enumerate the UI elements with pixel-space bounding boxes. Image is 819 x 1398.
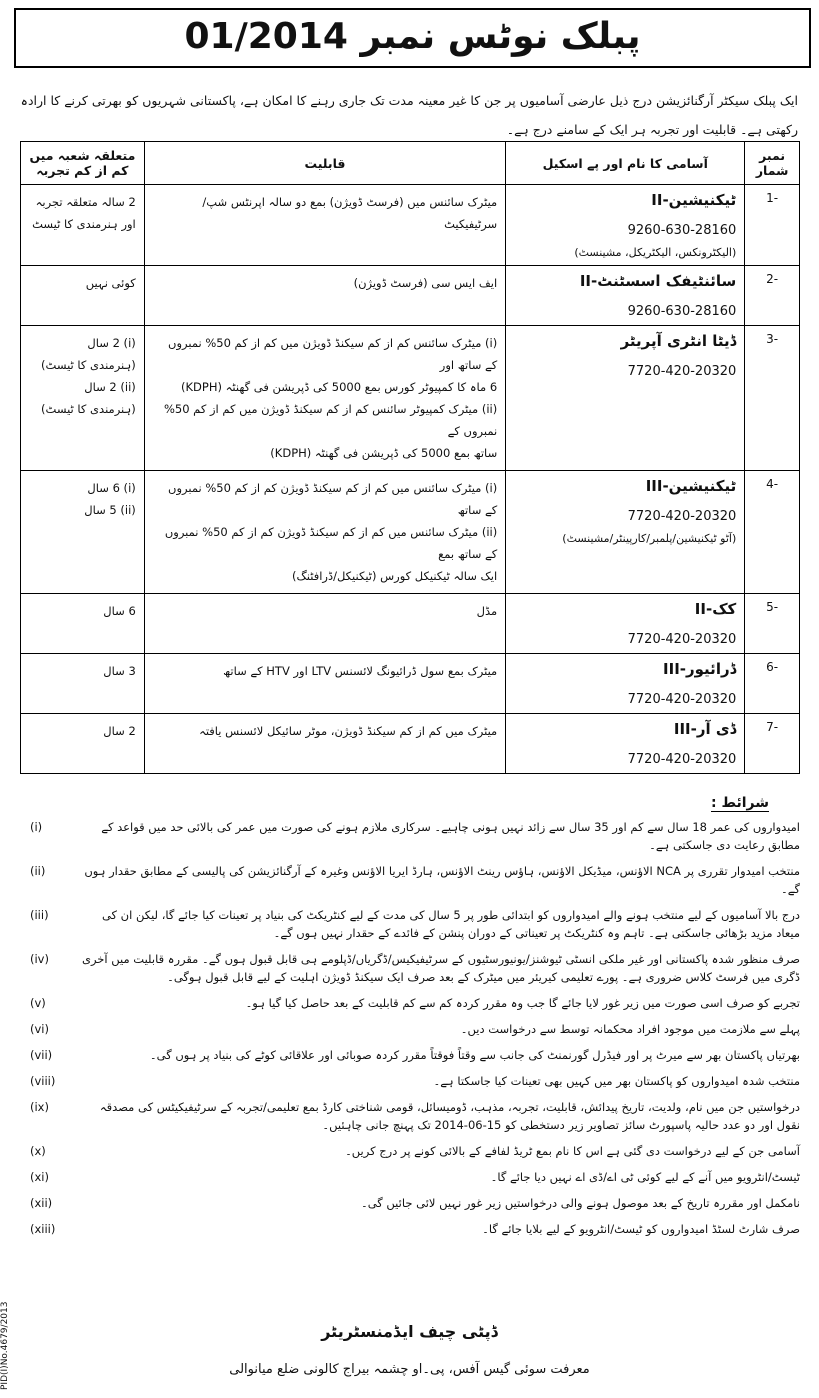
qualification-line: میٹرک بمع سول ڈرائیونگ لائسنس LTV اور HTV کے ساتھ (223, 664, 498, 678)
condition-number: (v) (30, 996, 46, 1010)
condition-number: (vi) (30, 1022, 49, 1036)
condition-text: آسامی جن کے لیے درخواست دی گئی ہے اس کا نام بمع ٹریڈ لفافے کے بالائی کونے پر درج کریں۔ (345, 1144, 800, 1158)
serial-number: -1 (745, 185, 800, 266)
condition-number: (vii) (30, 1048, 53, 1062)
experience-cell (21, 471, 145, 594)
qualification-line: میٹرک میں کم از کم سیکنڈ ڈویژن، موٹر سائیکل لائسنس یافتہ (199, 724, 498, 738)
experience-line: 2 سالہ متعلقہ تجربہ اور ہنرمندی کا ٹیسٹ (32, 195, 136, 231)
serial-number: -7 (745, 714, 800, 774)
condition-number: (iii) (30, 908, 49, 922)
experience-line: (i) 2 سال (87, 336, 136, 350)
pay-scale: 7720-420-20320 (627, 752, 737, 767)
post-cell (506, 266, 745, 326)
experience-cell (21, 326, 145, 471)
title-box (14, 8, 811, 68)
condition-item (30, 994, 800, 1012)
intro-paragraph: ایک پبلک سیکٹر آرگنائزیشن درج ذیل عارضی آسامیوں پر جن کا غیر معینہ مدت تک جاری رہنے کا امکان ہے، پاکستانی شہریوں کو بھرتی کرنے کا ارادہ رکھتی ہے۔ قابلیت اور تجربہ ہر ایک کے سامنے درج ہے۔ (20, 93, 798, 137)
experience-line: (ہنرمندی کا ٹیسٹ) (41, 402, 136, 416)
post-cell (506, 714, 745, 774)
pay-scale: 7720-420-20320 (627, 364, 737, 379)
post-name: ٹیکنیشین-III (645, 477, 737, 495)
experience-line: (ii) 2 سال (84, 380, 136, 394)
qualification-line: ایف ایس سی (فرسٹ ڈویژن) (353, 276, 498, 290)
pay-scale: 9260-630-28160 (627, 304, 737, 319)
condition-item (30, 1098, 800, 1134)
post-name: ڈیٹا انٹری آپریٹر (620, 332, 737, 350)
table-header-row (21, 142, 800, 185)
header-post: آسامی کا نام اور پے اسکیل (506, 142, 745, 185)
condition-item (30, 1020, 800, 1038)
condition-item (30, 1220, 800, 1238)
table-row (21, 326, 800, 471)
condition-text: تجربے کو صرف اسی صورت میں زیر غور لایا جائے گا جب وہ مقرر کردہ کم سے کم قابلیت کے بعد حاصل کیا گیا ہو۔ (245, 996, 800, 1010)
serial-number: -2 (745, 266, 800, 326)
post-name: ڈی آر-III (673, 720, 737, 738)
conditions-title: شرائط : (711, 795, 769, 811)
post-cell (506, 594, 745, 654)
table-row (21, 471, 800, 594)
pid-number: PID(I)No.4679/2013 (0, 1301, 10, 1390)
qualification-cell (144, 594, 505, 654)
qualification-cell (144, 471, 505, 594)
experience-cell (21, 185, 145, 266)
serial-number: -3 (745, 326, 800, 471)
condition-text: صرف شارٹ لسٹڈ امیدواروں کو ٹیسٹ/انٹرویو کے لیے بلایا جائے گا۔ (482, 1222, 800, 1236)
post-name: کک-II (694, 600, 737, 618)
condition-number: (viii) (30, 1074, 56, 1088)
experience-line: 6 سال (103, 604, 136, 618)
qualification-line: ساتھ بمع 5000 کی ڈپریشن فی گھنٹہ (KDPH) (270, 446, 498, 460)
header-serial: نمبر شمار (745, 142, 800, 185)
serial-number: -6 (745, 654, 800, 714)
condition-text: درج بالا آسامیوں کے لیے منتخب ہونے والے امیدواروں کو ابتدائی طور پر 5 سال کی مدت کے لیے کنٹریکٹ کی بنیاد پر تعینات کیا جائے گا، لیکن ان کی میعاد مزید بڑھائی جاسکتی ہے۔ تاہم وہ کنٹریکٹ پر تعیناتی کے دوران پنشن کے فائدے کے حقدار نہیں ہوں گے۔ (101, 908, 800, 940)
table-row (21, 185, 800, 266)
condition-item (30, 950, 800, 986)
condition-number: (ix) (30, 1100, 49, 1114)
experience-line: کوئی نہیں (85, 276, 136, 290)
contact-address: معرفت سوئی گیس آفس، پی۔او چشمہ بیراج کالونی ضلع میانوالی (229, 1362, 590, 1377)
table-row (21, 266, 800, 326)
condition-item (30, 1142, 800, 1160)
pay-scale: 7720-420-20320 (627, 692, 737, 707)
condition-text: نامکمل اور مقررہ تاریخ کے بعد موصول ہونے والی درخواستیں زیر غور نہیں لائی جائیں گی۔ (360, 1196, 800, 1210)
post-name: ٹیکنیشین-II (651, 191, 737, 209)
condition-number: (x) (30, 1144, 46, 1158)
post-name: ڈرائیور-III (663, 660, 737, 678)
qualification-cell (144, 714, 505, 774)
condition-number: (xi) (30, 1170, 49, 1184)
experience-line: (ii) 5 سال (84, 503, 136, 517)
serial-number: -5 (745, 594, 800, 654)
condition-number: (iv) (30, 952, 49, 966)
pay-scale: 9260-630-28160 (627, 223, 737, 238)
condition-item (30, 906, 800, 942)
experience-cell (21, 654, 145, 714)
trade-list: (الیکٹرونکس، الیکٹریکل، مشینسٹ) (574, 246, 737, 259)
post-name: سائنٹیفک اسسٹنٹ-II (579, 272, 737, 290)
condition-text: منتخب شدہ امیدواروں کو پاکستان بھر میں کہیں بھی تعینات کیا جاسکتا ہے۔ (433, 1074, 800, 1088)
header-experience: متعلقہ شعبہ میں کم از کم تجربہ (21, 142, 145, 185)
post-cell (506, 654, 745, 714)
experience-cell (21, 266, 145, 326)
qualification-line: (i) میٹرک سائنس میں کم از کم سیکنڈ ڈویژن کم از کم 50% نمبروں کے ساتھ (168, 481, 498, 517)
experience-line: 3 سال (103, 664, 136, 678)
header-qualification: قابلیت (144, 142, 505, 185)
vacancies-table (20, 141, 800, 774)
experience-cell (21, 594, 145, 654)
signatory-title: ڈپٹی چیف ایڈمنسٹریٹر (321, 1322, 498, 1341)
condition-text: پہلے سے ملازمت میں موجود افراد محکمانہ توسط سے درخواست دیں۔ (460, 1022, 800, 1036)
post-cell (506, 326, 745, 471)
qualification-cell (144, 266, 505, 326)
experience-line: 2 سال (103, 724, 136, 738)
condition-text: منتخب امیدوار تقرری پر NCA الاؤنس، میڈیکل الاؤنس، ہاؤس رینٹ الاؤنس، ہارڈ ایریا الاؤنس وغیرہ کے آرگنائزیشن کی پالیسی کے مطابق حقدار ہوں گے۔ (84, 864, 800, 896)
conditions-list (30, 818, 800, 1246)
condition-text: درخواستیں جن میں نام، ولدیت، تاریخ پیدائش، قابلیت، تجربہ، مذہب، ڈومیسائل، قومی شناختی کارڈ بمع تعلیمی/تجربہ کے سرٹیفیکیٹس کی مصدقہ نقول اور دو عدد حالیہ پاسپورٹ سائز تصاویر زیر دستخطی کو 15-06-2014 تک پہنچ جانی چاہئیں۔ (99, 1100, 800, 1132)
pay-scale: 7720-420-20320 (627, 632, 737, 647)
condition-text: ٹیسٹ/انٹرویو میں آنے کے لیے کوئی ٹی اے/ڈی اے نہیں دیا جائے گا۔ (490, 1170, 800, 1184)
condition-text: بھرتیاں پاکستان بھر سے میرٹ پر اور فیڈرل گورنمنٹ کی جانب سے وقتاً فوقتاً مقرر کردہ صوبائی اور علاقائی کوٹے کی بنیاد پر ہوں گی۔ (149, 1048, 800, 1062)
qualification-line: (ii) میٹرک کمپیوٹر سائنس کم از کم سیکنڈ ڈویژن میں کم از کم 50% نمبروں کے (163, 402, 498, 438)
condition-item (30, 1194, 800, 1212)
qualification-line: ایک سالہ ٹیکنیکل کورس (ٹیکنیکل/ڈرافٹنگ) (292, 569, 498, 583)
notice-title: پبلک نوٹس نمبر 01/2014 (184, 16, 641, 57)
qualification-line: 6 ماہ کا کمپیوٹر کورس بمع 5000 کی ڈپریشن فی گھنٹہ (KDPH) (181, 380, 498, 394)
condition-number: (ii) (30, 864, 46, 878)
trade-list: (آٹو ٹیکنیشین/پلمبر/کارپینٹر/مشینسٹ) (562, 532, 737, 545)
post-cell (506, 471, 745, 594)
condition-item (30, 1046, 800, 1064)
qualification-line: مڈل (476, 604, 498, 618)
condition-text: امیدواروں کی عمر 18 سال سے کم اور 35 سال سے زائد نہیں ہونی چاہیے۔ سرکاری ملازم ہونے کی صورت میں عمر کی بالائی حد میں قواعد کے مطابق رعایت دی جاسکتی ہے۔ (101, 820, 800, 852)
condition-number: (xii) (30, 1196, 53, 1210)
qualification-line: (i) میٹرک سائنس کم از کم سیکنڈ ڈویژن میں کم از کم 50% نمبروں کے ساتھ اور (168, 336, 498, 372)
condition-item (30, 1168, 800, 1186)
serial-number: -4 (745, 471, 800, 594)
qualification-line: میٹرک سائنس میں (فرسٹ ڈویژن) بمع دو سالہ اپرنٹس شپ/سرٹیفیکیٹ (202, 195, 498, 231)
qualification-cell (144, 326, 505, 471)
qualification-cell (144, 185, 505, 266)
condition-number: (i) (30, 820, 43, 834)
table-row (21, 654, 800, 714)
experience-line: (ہنرمندی کا ٹیسٹ) (41, 358, 136, 372)
condition-item (30, 862, 800, 898)
table-body (21, 185, 800, 774)
qualification-line: (ii) میٹرک سائنس میں کم از کم سیکنڈ ڈویژن کم از کم 50% نمبروں کے ساتھ بمع (164, 525, 498, 561)
condition-text: صرف منظور شدہ پاکستانی اور غیر ملکی انسٹی ٹیوشنز/یونیورسٹیوں کے سرٹیفیکیس/ڈگریاں/ڈپلومے ہی قابل قبول ہوں گے۔ مقررہ قابلیت میں آخری ڈگری میں فرسٹ کلاس ضروری ہے۔ پورے تعلیمی کیریئر میں میٹرک کے بعد صرف ایک سیکنڈ ڈویژن اہلیت کے لیے قابل قبول ہوگی۔ (81, 952, 800, 984)
condition-number: (xiii) (30, 1222, 56, 1236)
post-cell (506, 185, 745, 266)
condition-item (30, 1072, 800, 1090)
experience-line: (i) 6 سال (87, 481, 136, 495)
pay-scale: 7720-420-20320 (627, 509, 737, 524)
table-row (21, 594, 800, 654)
qualification-cell (144, 654, 505, 714)
experience-cell (21, 714, 145, 774)
table-row (21, 714, 800, 774)
condition-item (30, 818, 800, 854)
